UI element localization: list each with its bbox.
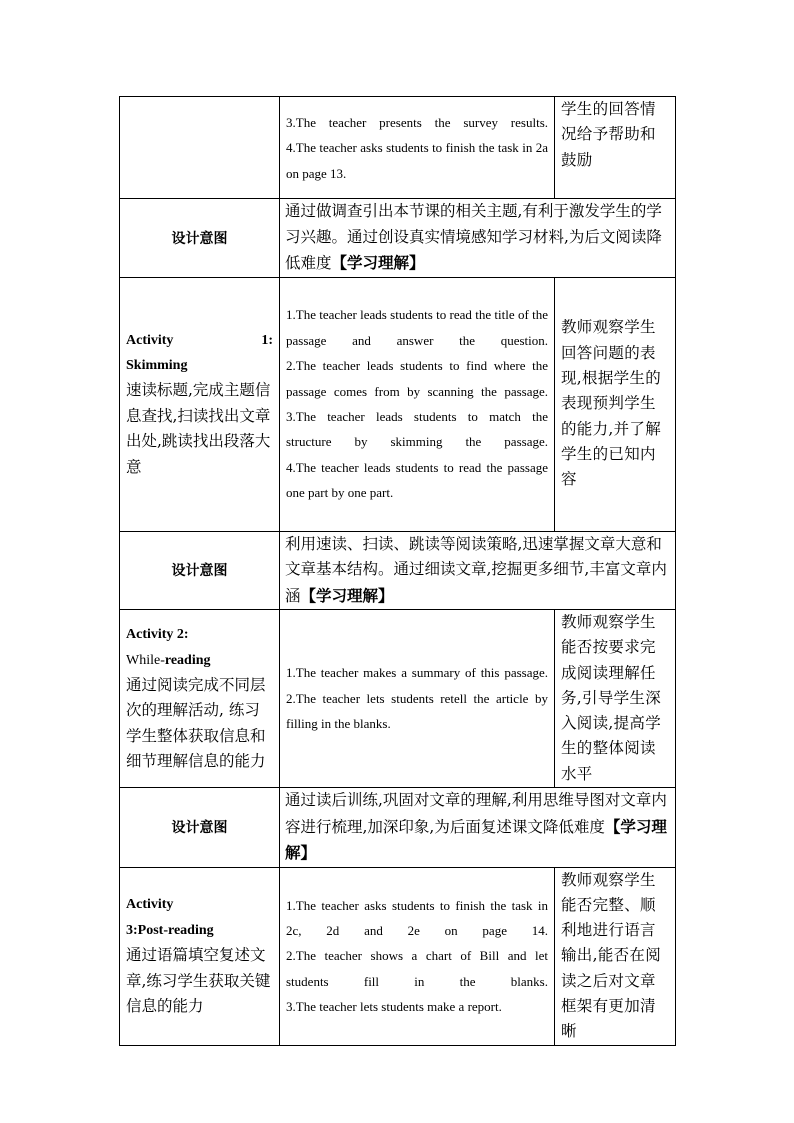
note-cell xyxy=(555,277,676,531)
activity-name: 3:Post-reading xyxy=(126,922,214,938)
activity-number: 1: xyxy=(261,332,273,348)
activity-cell xyxy=(120,867,280,1045)
step-text: 3.The teacher presents the survey results. xyxy=(286,114,548,130)
table-row xyxy=(120,867,676,1045)
table-row xyxy=(120,610,676,788)
step-text: 3.The teacher lets students make a report. xyxy=(286,999,502,1015)
step-text: 1.The teacher asks students to finish the task in 2c, 2d and 2e on page 14. xyxy=(286,897,548,938)
design-intent-text: 通过读后训练,巩固对文章的理解,利用思维导图对文章内容进行梳理,加深印象,为后面复述课文降低难度 xyxy=(285,791,667,836)
step-text: 4.The teacher leads students to read the passage one part by one part. xyxy=(286,459,548,501)
design-intent-label: 设计意图 xyxy=(120,788,280,868)
step-text: 1.The teacher makes a summary of this passage. xyxy=(286,665,548,681)
design-intent-label: 设计意图 xyxy=(120,531,280,610)
steps-cell xyxy=(280,97,555,199)
design-intent-cell xyxy=(280,531,676,610)
table-row xyxy=(120,277,676,531)
steps-cell xyxy=(280,610,555,788)
table-row xyxy=(120,97,676,199)
table-row xyxy=(120,199,676,278)
design-intent-text: 利用速读、扫读、跳读等阅读策略,迅速掌握文章大意和文章基本结构。通过细读文章,挖掘更多细节,丰富文章内涵 xyxy=(285,534,667,605)
note-text: 教师观察学生能否完整、顺利地进行语言输出,能否在阅读之后对文章框架有更加清晰 xyxy=(561,870,662,1041)
steps-cell xyxy=(280,867,555,1045)
activity-cell xyxy=(120,277,280,531)
table-row xyxy=(120,531,676,610)
note-text: 教师观察学生能否按要求完成阅读理解任务,引导学生深入阅读,提高学生的整体阅读水平 xyxy=(561,613,662,783)
design-intent-tag: 【学习理解】 xyxy=(285,816,667,863)
design-intent-label: 设计意图 xyxy=(120,199,280,278)
activity-title: Activity 2: xyxy=(126,627,189,643)
note-text: 教师观察学生回答问题的表现,根据学生的表现预判学生的能力,并了解学生的已知内容 xyxy=(561,318,662,489)
note-cell xyxy=(555,97,676,199)
note-cell xyxy=(555,610,676,788)
design-intent-cell xyxy=(280,199,676,278)
activity-title: Activity xyxy=(126,332,174,348)
step-text: 1.The teacher leads students to read the title of the passage and answer the question. xyxy=(286,307,548,348)
activity-description: 通过语篇填空复述文章,练习学生获取关键信息的能力 xyxy=(126,946,271,1016)
step-text: 3.The teacher leads students to match the structure by skimming the passage. xyxy=(286,409,548,450)
steps-cell xyxy=(280,277,555,531)
activity-description: 通过阅读完成不同层次的理解活动, 练习学生整体获取信息和细节理解信息的能力 xyxy=(126,675,266,771)
design-intent-cell xyxy=(280,788,676,868)
activity-name: reading xyxy=(164,652,211,668)
step-text: 2.The teacher leads students to find where the passage comes from by scanning the passage. xyxy=(286,358,548,399)
activity-name-prefix: While- xyxy=(126,652,165,668)
design-intent-tag: 【学习理解】 xyxy=(331,253,425,272)
step-text: 2.The teacher lets students retell the article by filling in the blanks. xyxy=(286,690,548,732)
design-intent-tag: 【学习理解】 xyxy=(300,585,394,605)
design-intent-text: 通过做调查引出本节课的相关主题,有利于激发学生的学习兴趣。通过创设真实情境感知学习材料,为后文阅读降低难度 xyxy=(285,202,662,272)
activity-description: 速读标题,完成主题信息查找,扫读找出文章出处,跳读找出段落大意 xyxy=(126,381,271,476)
step-text: 2.The teacher shows a chart of Bill and let students fill in the blanks. xyxy=(286,948,548,989)
table-row xyxy=(120,788,676,868)
activity-title: Activity xyxy=(126,897,174,913)
activity-cell xyxy=(120,610,280,788)
lesson-plan-table xyxy=(119,96,676,1046)
note-cell xyxy=(555,867,676,1045)
note-text: 学生的回答情况给予帮助和鼓励 xyxy=(561,100,656,169)
activity-name: Skimming xyxy=(126,358,188,373)
activity-cell xyxy=(120,97,280,199)
step-text: 4.The teacher asks students to finish the task in 2a on page 13. xyxy=(286,140,548,181)
